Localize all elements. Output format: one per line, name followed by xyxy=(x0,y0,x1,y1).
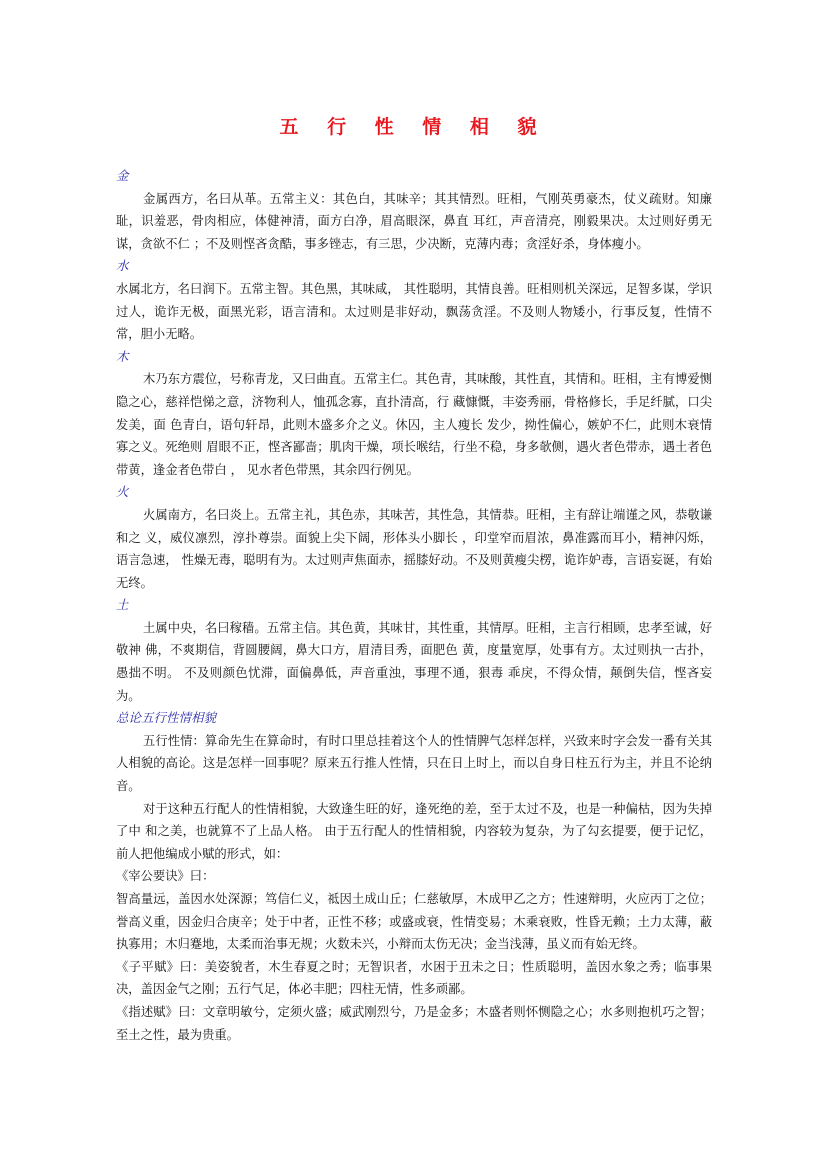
section-heading-jin: 金 xyxy=(116,168,129,183)
section-heading-zonglun: 总论五行性情相貌 xyxy=(116,710,217,726)
section-text-jin: 金属西方，名曰从革。五常主义：其色白，其味辛；其其情烈。旺相，气刚英勇豪杰，仗义疏财。知廉耻，识羞恶，骨肉相应，体健神清，面方白净，眉高眼深，鼻直 耳红，声音清亮，刚毅果决。太过则好勇无谋，贪欲不仁 ；不及则悭吝贪酷，事多锉志，有三思，少决断，克薄内毒；贪淫好杀，身体瘦小。 xyxy=(116,191,712,251)
section-heading-shui: 水 xyxy=(116,258,129,274)
section-heading-mu: 木 xyxy=(116,348,129,364)
section-heading-tu: 土 xyxy=(116,597,129,613)
zonglun-paragraph-1: 五行性情：算命先生在算命时，有时口里总挂着这个人的性情脾气怎样怎样，兴致来时字会发一番有关其人相貌的高论。这是怎样一回事呢？原来五行推人性情，只在日上时上，而以自身日柱五行为主，并且不论纳音。 xyxy=(116,733,712,794)
section-text-shui: 水属北方，名曰润下。五常主智。其色黑，其味咸， 其性聪明，其情良善。旺相则机关深远，足智多谋，学识过人，诡诈无极，面黑光彩，语言清和。太过则是非好动，飘荡贪淫。不及则人物矮小，行事反复，性情不常，胆小无略。 xyxy=(116,281,712,342)
page-title: 五 行 性 情 相 貌 xyxy=(279,116,548,138)
zonglun-paragraph-2: 对于这种五行配人的性情相貌，大致逢生旺的好，逢死绝的差，至于太过不及，也是一种偏枯，因为失掉了中 和之美，也就算不了上品人格。 由于五行配人的性情相貌，内容较为复杂，为了勾玄提要，便于记忆，前人把他编成小赋的形式，如： xyxy=(116,801,712,861)
document-body xyxy=(116,165,712,1046)
section-text-huo: 火属南方，名曰炎上。五常主礼，其色赤，其味苦，其性急，其情恭。旺相，主有辞让端谨之风，恭敬谦和之 义，威仪凛烈，淳扑尊崇。面貌上尖下阔，形体头小脚长 ，印堂窄而眉浓，鼻准露而耳小，精神闪烁，语言急速， 性燥无毒，聪明有为。太过则声焦面赤，摇膝好动。不及则黄瘦尖楞，诡诈妒毒，言语妄诞，有始无终。 xyxy=(116,507,712,590)
quote-text-zhishu: 《指述赋》曰：文章明敏兮，定须火盛；威武刚烈兮，乃是金多；木盛者则怀恻隐之心；水多则抱机巧之智；至土之性，最为贵重。 xyxy=(116,1004,712,1042)
quote-intro-zaigong: 《宰公要诀》曰： xyxy=(116,869,215,884)
section-text-tu: 土属中央，名曰稼穑。五常主信。其色黄，其味甘，其性重，其情厚。旺相，主言行相顾，忠孝至诚，好敬神 佛，不爽期信，背圆腰阔，鼻大口方，眉清目秀，面肥色 黄，度量宽厚，处事有方。太过则执一古扑，愚拙不明。 不及则颜色忧滞，面偏鼻低，声音重浊，事理不通，狠毒 乖戾，不得众情，颠倒失信，悭吝妄为。 xyxy=(116,620,712,703)
quote-text-zaigong: 智高量远，盖因水处深源；笃信仁义，祗因土成山丘；仁慈敏厚，木成甲乙之方；性速辩明，火应丙丁之位；誉高义重，因金归合庚辛；处于中者，正性不移；或盛或衰，性情变易；木乘衰败，性昏无赖；土力太薄，蔽执寡用；木归蹇地，太柔而治事无规；火数未兴，小辩而太伤无决；金当浅薄，虽义而有始无终。 xyxy=(116,892,712,952)
quote-text-ziping: 《子平赋》曰：美姿貌者，木生春夏之时；无智识者，水困于丑未之日；性质聪明，盖因水象之秀；临事果决，盖因金气之刚；五行气足，体必丰肥；四柱无情，性多顽鄙。 xyxy=(116,959,712,997)
section-heading-huo: 火 xyxy=(116,484,129,500)
section-text-mu: 木乃东方震位，号称青龙，又曰曲直。五常主仁。其色青，其味酸，其性直，其情和。旺相，主有博爱恻隐之心，慈祥恺悌之意，济物利人，恤孤念寡，直扑清高，行 藏慷慨，丰姿秀丽，骨格修长，手足纤腻，口尖发美，面 色青白，语句轩昂，此则木盛多介之义。休囚，主人瘦长 发少，拗性偏心，嫉妒不仁，此则木衰情寡之义。死绝则 眉眼不正，悭吝鄙啬；肌肉干燥，项长喉结，行坐不稳，身多欹侧，遇火者色带赤，遇土者色带黄，逢金者色带白 ， 见水者色带黑，其余四行例见。 xyxy=(116,372,712,477)
